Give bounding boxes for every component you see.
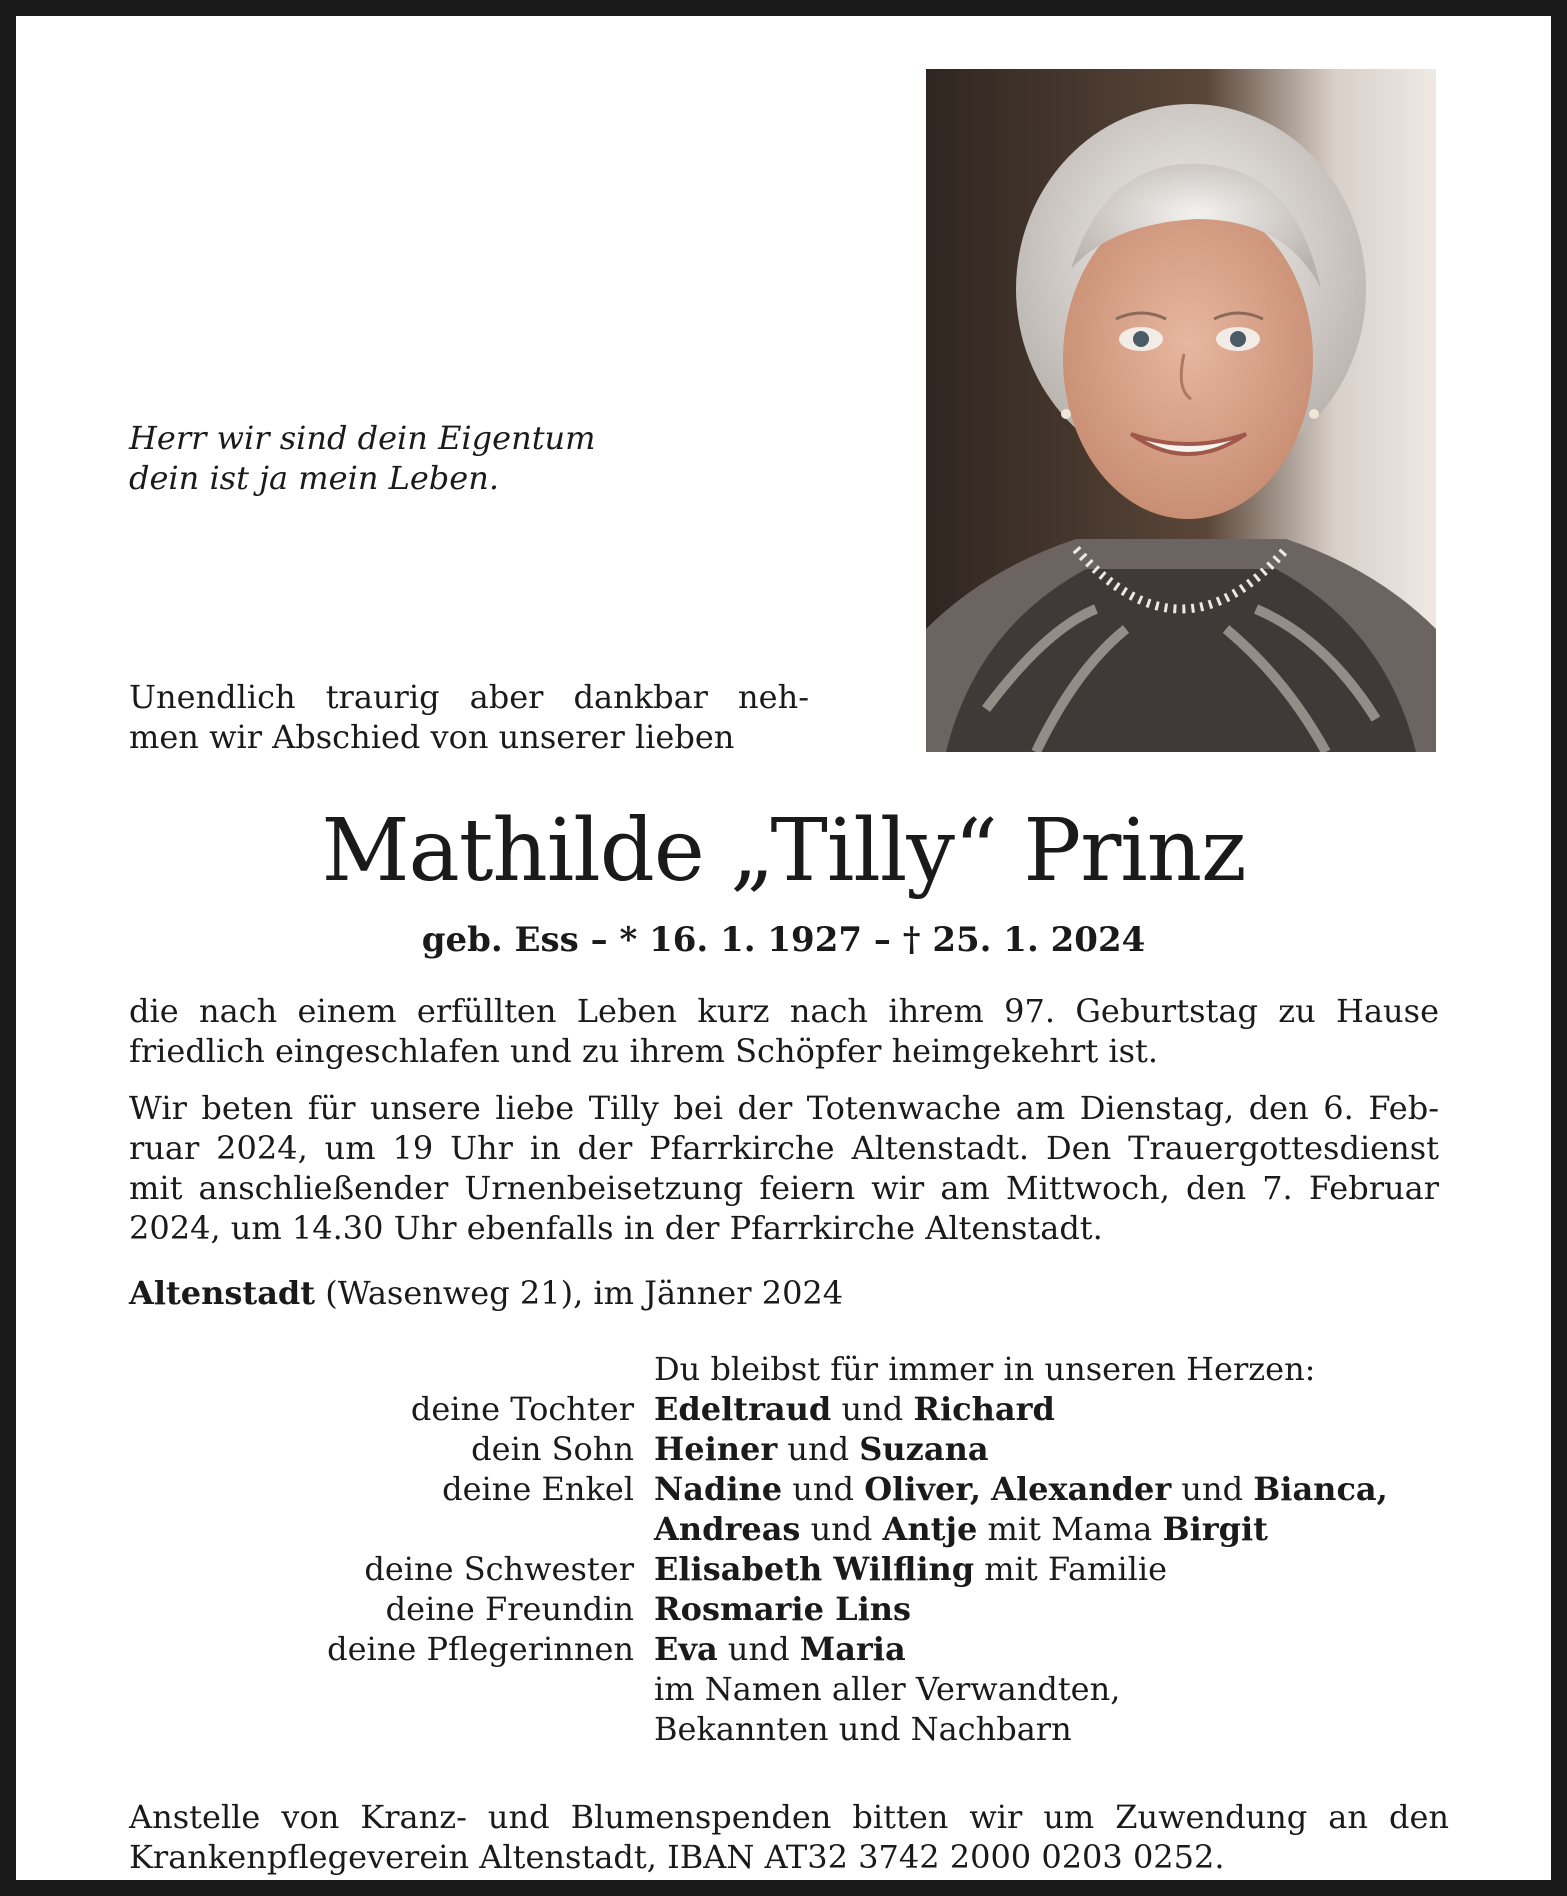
family-names [654,1629,906,1669]
paragraph-line: 2024, um 14.30 Uhr ebenfalls in der Pfarrkirche Altenstadt. [129,1209,1103,1247]
family-member-name: Andreas [654,1510,801,1548]
donation-note [129,1797,1449,1877]
family-member-name: Bianca, [1253,1470,1388,1508]
family-row [129,1549,1451,1589]
family-names [654,1429,989,1469]
family-member-name: Elisabeth Wilfling [654,1550,975,1588]
intro-text [129,677,809,757]
family-names [654,1549,1167,1589]
obituary-page [16,16,1551,1880]
family-names [654,1589,911,1629]
family-member-name: Richard [913,1390,1055,1428]
family-connector: mit Mama [977,1510,1163,1548]
family-connector: und [717,1630,800,1668]
family-closing-1: im Namen aller Verwandten, [654,1670,1121,1708]
quote-line-1: Herr wir sind dein Eigentum [129,419,596,457]
family-names [654,1389,1055,1429]
family-relation: deine Tochter [410,1390,634,1428]
family-list [129,1349,1451,1749]
intro-line-2: men wir Abschied von unserer lieben [129,718,735,756]
family-relation: dein Sohn [471,1430,634,1468]
paragraph-line: ruar 2024, um 19 Uhr in der Pfarrkirche Altenstadt. Den Trauergottesdienst [129,1129,1439,1167]
quote-line-2: dein ist ja mein Leben. [129,459,499,497]
paragraph-passing [129,991,1439,1071]
family-connector: mit Familie [974,1550,1167,1588]
family-member-name: Birgit [1162,1510,1268,1548]
paragraph-line: die nach einem erfüllten Leben kurz nach ihrem 97. Geburtstag zu Hause [129,992,1439,1030]
family-member-name: Maria [799,1630,906,1668]
family-connector [981,1470,991,1508]
place-town: Altenstadt [129,1274,316,1312]
family-relation [129,1509,654,1549]
family-row [129,1469,1451,1509]
family-member-name: Edeltraud [654,1390,832,1428]
family-connector: und [1171,1470,1254,1508]
family-relation: deine Enkel [442,1470,634,1508]
paragraph-line: friedlich eingeschlafen und zu ihrem Schöpfer heimgekehrt ist. [129,1032,1159,1070]
donation-line-2: Krankenpflegeverein Altenstadt, IBAN AT32 3742 2000 0203 0252. [129,1838,1225,1876]
family-member-name: Oliver, [864,1470,981,1508]
family-closing-2: Bekannten und Nachbarn [654,1710,1072,1748]
family-row [129,1509,1451,1549]
donation-line-1: Anstelle von Kranz- und Blumenspenden bitten wir um Zuwendung an den [129,1798,1449,1836]
family-member-name: Heiner [654,1430,778,1468]
family-connector: und [800,1510,883,1548]
family-row [129,1589,1451,1629]
family-member-name: Suzana [859,1430,989,1468]
family-names [654,1509,1268,1549]
deceased-name: Mathilde „Tilly“ Prinz [321,801,1246,901]
family-row [129,1389,1451,1429]
bible-quote [129,418,689,498]
family-member-name: Rosmarie Lins [654,1590,911,1628]
family-connector: und [831,1390,914,1428]
paragraph-line: mit anschließender Urnenbeisetzung feiern wir am Mittwoch, den 7. Februar [129,1169,1439,1207]
family-row [129,1429,1451,1469]
family-relation: deine Freundin [385,1590,634,1628]
paragraph-funeral-details [129,1088,1439,1248]
family-member-name: Alexander [991,1470,1172,1508]
family-connector: und [777,1430,860,1468]
family-rows [129,1389,1451,1669]
family-relation: deine Schwester [364,1550,634,1588]
family-member-name: Nadine [654,1470,783,1508]
portrait-illustration [926,69,1436,752]
intro-line-1: Unendlich traurig aber dankbar neh- [129,678,809,716]
paragraph-line: Wir beten für unsere liebe Tilly bei der Totenwache am Dienstag, den 6. Feb- [129,1089,1439,1127]
family-names [654,1469,1388,1509]
family-member-name: Antje [882,1510,978,1548]
family-heading: Du bleibst für immer in unseren Herzen: [654,1350,1316,1388]
family-relation: deine Pflegerinnen [327,1630,634,1668]
family-member-name: Eva [654,1630,718,1668]
place-address-date: (Wasenweg 21), im Jänner 2024 [315,1274,844,1312]
family-row [129,1629,1451,1669]
birth-death-dates: geb. Ess – * 16. 1. 1927 – † 25. 1. 2024 [421,920,1146,960]
family-connector: und [782,1470,865,1508]
portrait-photo [926,69,1436,752]
place-and-date [129,1273,843,1313]
